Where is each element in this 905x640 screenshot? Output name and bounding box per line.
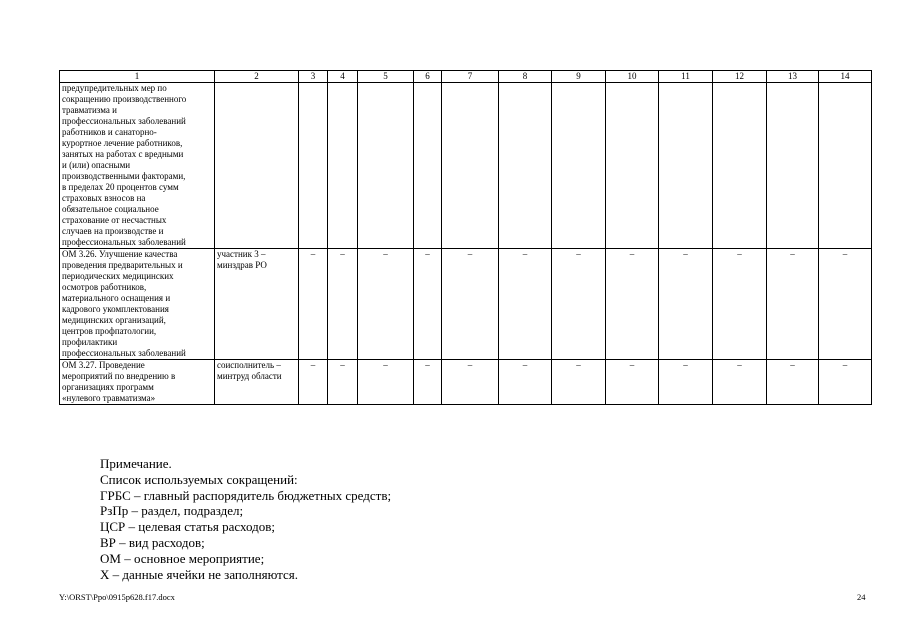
header-row bbox=[60, 71, 872, 83]
column-header: 5 bbox=[358, 71, 414, 83]
measure-text-line: профессиональных заболеваний bbox=[62, 237, 186, 247]
column-header: 7 bbox=[442, 71, 499, 83]
measure-text-line: «нулевого травматизма» bbox=[62, 393, 156, 403]
note-title: Примечание. bbox=[100, 456, 172, 471]
column-header: 1 bbox=[60, 71, 215, 83]
measure-text-line: ОМ 3.26. Улучшение качества bbox=[62, 249, 178, 259]
table-row bbox=[60, 83, 872, 249]
value-cell bbox=[819, 83, 872, 249]
value-cell: – bbox=[499, 360, 552, 405]
measure-text-line: предупредительных мер по bbox=[62, 83, 167, 93]
value-cell: – bbox=[819, 249, 872, 360]
value-cell: – bbox=[442, 360, 499, 405]
table-row bbox=[60, 360, 872, 405]
value-cell: – bbox=[659, 249, 713, 360]
value-cell: – bbox=[606, 360, 659, 405]
executor-cell bbox=[215, 360, 299, 405]
value-cell: – bbox=[767, 249, 819, 360]
value-cell: – bbox=[713, 360, 767, 405]
column-header: 10 bbox=[606, 71, 659, 83]
measure-cell bbox=[60, 83, 215, 249]
executor-text-line: минтруд области bbox=[217, 371, 282, 381]
note-line: ВР – вид расходов; bbox=[100, 534, 205, 550]
measure-cell bbox=[60, 360, 215, 405]
executor-cell bbox=[215, 249, 299, 360]
executor-text-line: минздрав РО bbox=[217, 260, 267, 270]
measure-text-line: курортное лечение работников, bbox=[62, 138, 183, 148]
value-cell: – bbox=[767, 360, 819, 405]
column-header: 9 bbox=[552, 71, 606, 83]
table-row bbox=[60, 249, 872, 360]
executor-text-line: соисполнитель – bbox=[217, 360, 281, 370]
measure-text-line: работников и санаторно- bbox=[62, 127, 157, 137]
column-header: 14 bbox=[819, 71, 872, 83]
value-cell: – bbox=[328, 249, 358, 360]
measure-text-line: профессиональных заболеваний bbox=[62, 348, 186, 358]
measure-text-line: профессиональных заболеваний bbox=[62, 116, 186, 126]
value-cell: – bbox=[414, 360, 442, 405]
value-cell bbox=[442, 83, 499, 249]
value-cell bbox=[328, 83, 358, 249]
measure-text-line: в пределах 20 процентов сумм bbox=[62, 182, 179, 192]
value-cell bbox=[767, 83, 819, 249]
column-header: 4 bbox=[328, 71, 358, 83]
note-line: ЦСР – целевая статья расходов; bbox=[100, 519, 275, 535]
measure-text-line: страховых взносов на bbox=[62, 193, 146, 203]
measure-text-line: обязательное социальное bbox=[62, 204, 159, 214]
column-header: 12 bbox=[713, 71, 767, 83]
column-header: 2 bbox=[215, 71, 299, 83]
value-cell: – bbox=[299, 360, 328, 405]
column-header: 11 bbox=[659, 71, 713, 83]
note-line: РзПр – раздел, подраздел; bbox=[100, 503, 244, 519]
notes-block bbox=[100, 456, 391, 582]
note-line: ГРБС – главный распорядитель бюджетных средств; bbox=[100, 487, 392, 503]
note-line: ОМ – основное мероприятие; bbox=[100, 550, 265, 566]
value-cell bbox=[659, 83, 713, 249]
measure-text-line: кадрового укомплектования bbox=[62, 304, 169, 314]
column-header: 8 bbox=[499, 71, 552, 83]
value-cell bbox=[606, 83, 659, 249]
measure-text-line: организациях программ bbox=[62, 382, 154, 392]
measure-text-line: травматизма и bbox=[62, 105, 117, 115]
measure-text-line: ОМ 3.27. Проведение bbox=[62, 360, 145, 370]
footer-file-path: Y:\ORST\Ppo\0915p628.f17.docx bbox=[59, 592, 175, 602]
measure-cell bbox=[60, 249, 215, 360]
value-cell: – bbox=[328, 360, 358, 405]
executor-text-line: участник 3 – bbox=[217, 249, 266, 259]
note-line: Х – данные ячейки не заполняются. bbox=[100, 566, 299, 582]
measure-text-line: занятых на работах с вредными bbox=[62, 149, 184, 159]
value-cell: – bbox=[819, 360, 872, 405]
column-header: 13 bbox=[767, 71, 819, 83]
value-cell bbox=[552, 83, 606, 249]
value-cell bbox=[299, 83, 328, 249]
value-cell: – bbox=[659, 360, 713, 405]
data-table bbox=[59, 70, 872, 405]
measure-text-line: случаев на производстве и bbox=[62, 226, 164, 236]
value-cell: – bbox=[358, 249, 414, 360]
measure-text-line: осмотров работников, bbox=[62, 282, 147, 292]
value-cell: – bbox=[552, 360, 606, 405]
value-cell bbox=[414, 83, 442, 249]
measure-text-line: страхование от несчастных bbox=[62, 215, 167, 225]
value-cell bbox=[713, 83, 767, 249]
column-header: 3 bbox=[299, 71, 328, 83]
measure-text-line: и (или) опасными bbox=[62, 160, 131, 170]
measure-text-line: материального оснащения и bbox=[62, 293, 171, 303]
value-cell: – bbox=[358, 360, 414, 405]
measure-text-line: медицинских организаций, bbox=[62, 315, 166, 325]
measure-text-line: сокращению производственного bbox=[62, 94, 187, 104]
value-cell: – bbox=[499, 249, 552, 360]
value-cell: – bbox=[414, 249, 442, 360]
measure-text-line: периодических медицинских bbox=[62, 271, 174, 281]
measure-text-line: мероприятий по внедрению в bbox=[62, 371, 176, 381]
value-cell: – bbox=[713, 249, 767, 360]
measure-text-line: проведения предварительных и bbox=[62, 260, 183, 270]
value-cell: – bbox=[552, 249, 606, 360]
note-abbr-heading: Список используемых сокращений: bbox=[100, 471, 298, 487]
measure-text-line: центров профпатологии, bbox=[62, 326, 157, 336]
measure-text-line: профилактики bbox=[62, 337, 118, 347]
measure-text-line: производственными факторами, bbox=[62, 171, 186, 181]
table-body bbox=[60, 71, 872, 405]
column-header: 6 bbox=[414, 71, 442, 83]
value-cell bbox=[499, 83, 552, 249]
executor-cell bbox=[215, 83, 299, 249]
value-cell: – bbox=[606, 249, 659, 360]
value-cell: – bbox=[442, 249, 499, 360]
value-cell: – bbox=[299, 249, 328, 360]
value-cell bbox=[358, 83, 414, 249]
footer-page-number: 24 bbox=[857, 592, 866, 602]
